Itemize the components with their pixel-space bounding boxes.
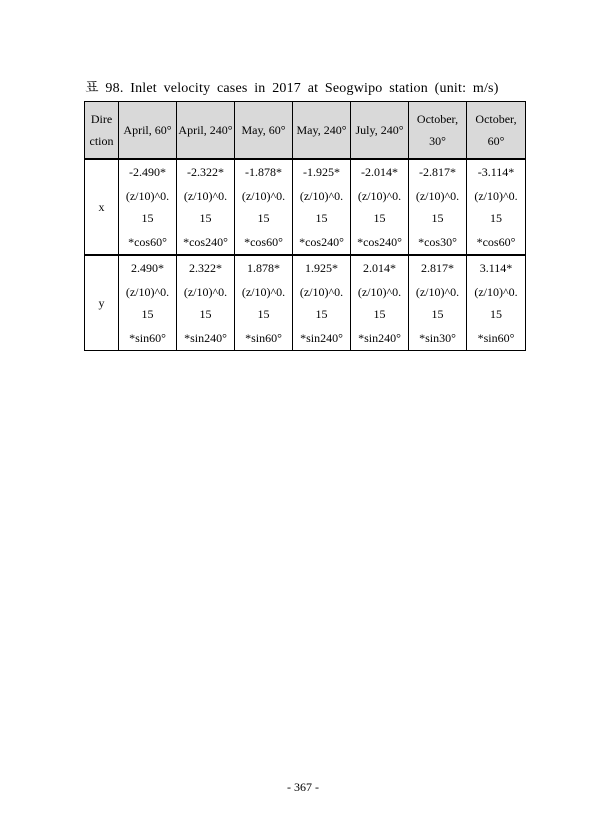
cell-line: *cos240° xyxy=(183,235,228,249)
header-direction xyxy=(85,102,119,160)
cell-line: 2.014* xyxy=(363,261,396,275)
cell-line: 15 xyxy=(373,211,386,225)
cell-line: 15 xyxy=(257,307,270,321)
cell-line: *sin60° xyxy=(129,331,166,345)
cell-line: -1.925* xyxy=(303,165,340,179)
cell-line: 15 xyxy=(490,211,502,225)
cell-line: (z/10)^0. xyxy=(241,189,286,203)
cell-line: *sin60° xyxy=(477,331,515,345)
cell-line: *cos30° xyxy=(418,235,457,249)
cell-line: 15 xyxy=(490,307,502,321)
header-column xyxy=(177,102,235,160)
cell-line: *sin30° xyxy=(419,331,456,345)
cell-line: (z/10)^0. xyxy=(183,285,228,299)
table-cell xyxy=(293,159,351,255)
page-number: - 367 - xyxy=(287,780,319,794)
header-column xyxy=(235,102,293,160)
header-column-line: July, xyxy=(355,123,378,137)
header-direction-line: Dire xyxy=(90,112,113,126)
table-cell xyxy=(235,159,293,255)
cell-line: 15 xyxy=(257,211,270,225)
cell-line: 15 xyxy=(315,307,328,321)
header-column-line: April, xyxy=(123,123,152,137)
header-column xyxy=(409,102,467,160)
cell-line: -2.014* xyxy=(361,165,398,179)
cell-line: 15 xyxy=(141,211,154,225)
cell-line: (z/10)^0. xyxy=(299,189,344,203)
header-column-line: October, xyxy=(475,112,517,126)
table-cell xyxy=(119,255,177,351)
header-column-line: 240° xyxy=(323,123,347,137)
cell-line: (z/10)^0. xyxy=(183,189,228,203)
table-cell xyxy=(351,255,409,351)
table-header-row xyxy=(85,102,526,160)
velocity-table xyxy=(84,101,526,351)
header-column xyxy=(119,102,177,160)
cell-line: (z/10)^0. xyxy=(299,285,344,299)
cell-line: (z/10)^0. xyxy=(415,189,460,203)
cell-line: 15 xyxy=(199,307,212,321)
header-column-line: October, xyxy=(416,112,459,126)
table-cell xyxy=(409,159,467,255)
cell-line: 15 xyxy=(315,211,328,225)
cell-line: -2.322* xyxy=(187,165,224,179)
cell-line: *cos60° xyxy=(476,235,516,249)
cell-line: (z/10)^0. xyxy=(125,189,170,203)
header-column xyxy=(467,102,526,160)
table-row-x xyxy=(85,159,526,255)
table-cell xyxy=(293,255,351,351)
header-column-line: 60° xyxy=(154,123,172,137)
row-direction: y xyxy=(85,255,119,351)
table-cell xyxy=(177,255,235,351)
table-cell xyxy=(119,159,177,255)
cell-line: 15 xyxy=(431,307,444,321)
table-cell xyxy=(467,159,526,255)
cell-line: (z/10)^0. xyxy=(474,285,518,299)
cell-line: 15 xyxy=(373,307,386,321)
header-column-line: May, xyxy=(296,123,321,137)
cell-line: (z/10)^0. xyxy=(125,285,170,299)
cell-line: *cos240° xyxy=(299,235,344,249)
cell-line: (z/10)^0. xyxy=(357,189,402,203)
cell-line: *sin240° xyxy=(300,331,343,345)
cell-line: *cos240° xyxy=(357,235,402,249)
header-direction-line: ction xyxy=(89,134,114,148)
cell-line: -1.878* xyxy=(245,165,282,179)
table-cell xyxy=(467,255,526,351)
cell-line: (z/10)^0. xyxy=(357,285,402,299)
cell-line: 2.490* xyxy=(131,261,164,275)
header-column-line: 240° xyxy=(209,123,233,137)
cell-line: 2.817* xyxy=(421,261,454,275)
cell-line: *sin240° xyxy=(184,331,227,345)
header-column xyxy=(351,102,409,160)
cell-line: 1.878* xyxy=(247,261,280,275)
table-row-y xyxy=(85,255,526,351)
cell-line: (z/10)^0. xyxy=(241,285,286,299)
cell-line: 2.322* xyxy=(189,261,222,275)
cell-line: *cos60° xyxy=(128,235,167,249)
header-column-line: 30° xyxy=(429,134,446,148)
cell-line: *cos60° xyxy=(244,235,283,249)
header-column-line: 60° xyxy=(487,134,505,148)
table-cell xyxy=(235,255,293,351)
cell-line: 15 xyxy=(431,211,444,225)
header-column-line: 240° xyxy=(380,123,404,137)
header-column-line: May, xyxy=(241,123,266,137)
table-cell xyxy=(409,255,467,351)
cell-line: 15 xyxy=(141,307,154,321)
cell-line: 15 xyxy=(199,211,212,225)
header-column-line: April, xyxy=(178,123,207,137)
cell-line: 1.925* xyxy=(305,261,338,275)
cell-line: -2.817* xyxy=(419,165,456,179)
cell-line: -2.490* xyxy=(129,165,166,179)
cell-line: -3.114* xyxy=(477,165,515,179)
table-caption: 표 98. Inlet velocity cases in 2017 at Seogwipo station (unit: m/s) xyxy=(85,81,499,96)
cell-line: 3.114* xyxy=(479,261,513,275)
header-column-line: 60° xyxy=(268,123,286,137)
cell-line: *sin240° xyxy=(358,331,401,345)
header-column xyxy=(293,102,351,160)
cell-line: (z/10)^0. xyxy=(415,285,460,299)
cell-line: *sin60° xyxy=(245,331,282,345)
table-cell xyxy=(351,159,409,255)
cell-line: (z/10)^0. xyxy=(474,189,518,203)
table-cell xyxy=(177,159,235,255)
row-direction: x xyxy=(85,159,119,255)
